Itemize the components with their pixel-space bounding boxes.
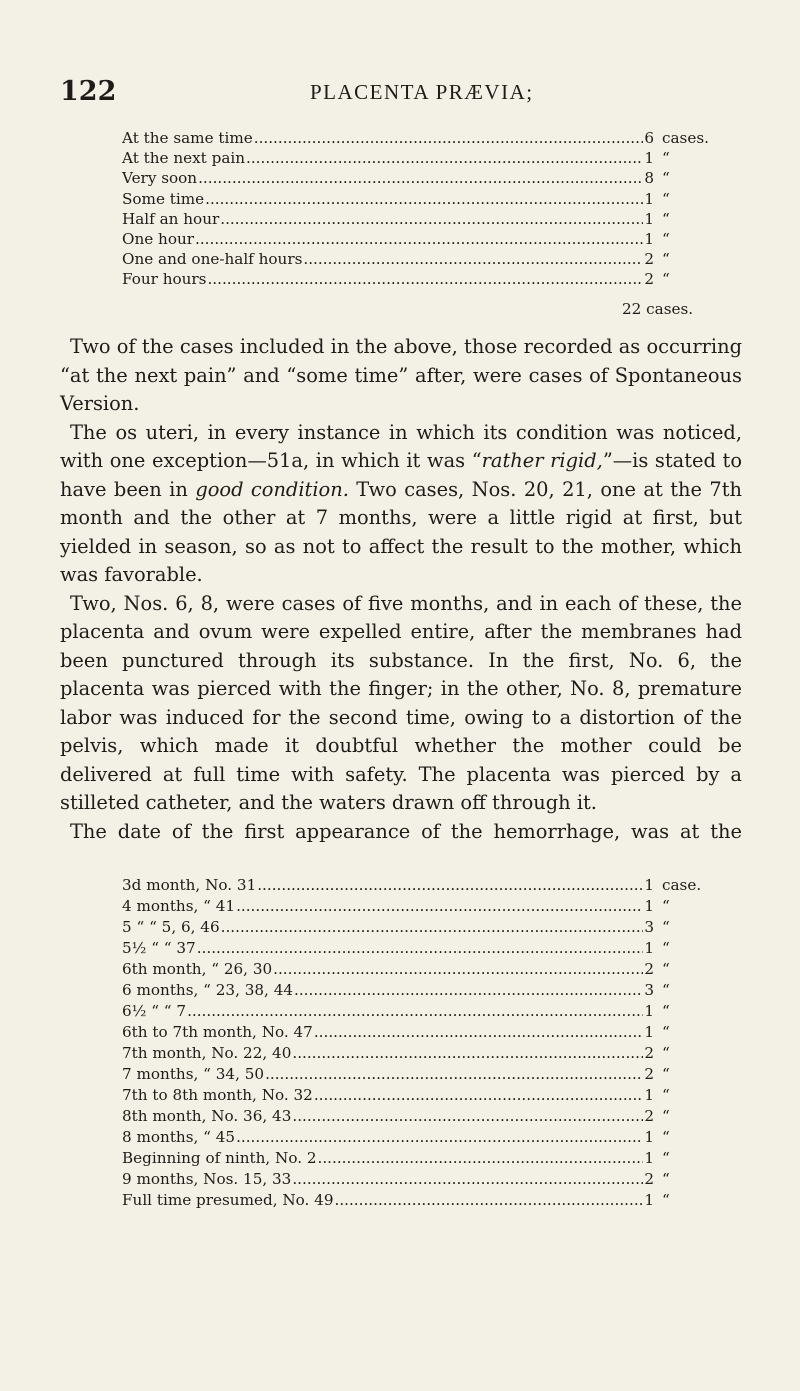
leader-dots [335, 1191, 644, 1209]
row-unit: “ [662, 1107, 670, 1125]
row-unit: “ [662, 189, 670, 208]
leader-dots [257, 876, 643, 894]
table-row [122, 1044, 670, 1065]
row-label: At the same time [122, 129, 253, 147]
row-label: Four hours [122, 270, 207, 289]
body-text [60, 333, 742, 846]
row-value: 1 [644, 1023, 654, 1041]
table-total: 22 cases. [622, 300, 694, 318]
row-value: 3 [644, 981, 654, 999]
row-value: 3 [644, 918, 654, 936]
row-unit: “ [662, 250, 670, 269]
row-value: 8 [644, 169, 654, 188]
paragraph-text: ”—is stated to have been in [60, 449, 743, 501]
table-row [122, 918, 670, 939]
leader-dots [292, 1107, 643, 1125]
table-row [122, 169, 670, 189]
row-unit: “ [662, 229, 670, 248]
table-row [122, 1086, 670, 1107]
row-label: 4 months, “ 41 [122, 897, 236, 915]
row-label: At the next pain [122, 149, 246, 168]
row-label: 6th to 7th month, No. 47 [122, 1023, 313, 1041]
leader-dots [236, 1128, 643, 1146]
row-label: 7th to 8th month, No. 32 [122, 1086, 313, 1104]
row-unit: “ [662, 1149, 670, 1167]
row-value: 6 [644, 129, 654, 147]
leader-dots [205, 190, 643, 208]
table-row [122, 1107, 670, 1128]
row-value: 2 [644, 960, 654, 978]
row-unit: “ [662, 1191, 670, 1209]
leader-dots [220, 210, 643, 228]
leader-dots [314, 1086, 643, 1104]
row-value: 1 [644, 897, 654, 915]
row-value: 2 [644, 1170, 654, 1188]
row-value: 2 [644, 270, 654, 289]
row-unit: “ [662, 1128, 670, 1146]
row-label: 5 “ “ 5, 6, 46 [122, 918, 220, 936]
row-unit: “ [662, 149, 670, 168]
row-unit: “ [662, 1023, 670, 1041]
hemorrhage-date-table [122, 876, 702, 1212]
page-header [60, 76, 740, 116]
leader-dots [221, 918, 644, 936]
leader-dots [198, 169, 643, 187]
row-unit: “ [662, 981, 670, 999]
row-label: 7th month, No. 22, 40 [122, 1044, 292, 1062]
row-value: 1 [644, 1086, 654, 1104]
row-unit: case. [662, 876, 702, 894]
row-value: 1 [644, 1191, 654, 1209]
leader-dots [292, 1044, 643, 1062]
running-head: PLACENTA PRÆVIA; [310, 80, 534, 104]
onset-timing-table [122, 129, 709, 291]
row-value: 1 [644, 1002, 654, 1020]
row-unit: “ [662, 1044, 670, 1062]
leader-dots [294, 981, 643, 999]
paragraph-os-uteri [60, 419, 742, 590]
row-label: 6 months, “ 23, 38, 44 [122, 981, 294, 999]
row-unit: “ [662, 960, 670, 978]
table-row [122, 960, 670, 981]
paragraph-spontaneous-version [60, 333, 742, 419]
row-label: 5½ “ “ 37 [122, 939, 196, 957]
table-row [122, 1065, 670, 1086]
row-unit: “ [662, 939, 670, 957]
row-value: 1 [644, 1128, 654, 1146]
table-row [122, 250, 670, 270]
row-value: 1 [644, 149, 654, 168]
table-row [122, 1023, 670, 1044]
row-unit: “ [662, 1086, 670, 1104]
leader-dots [236, 897, 643, 915]
row-value: 2 [644, 1065, 654, 1083]
row-value: 2 [644, 1044, 654, 1062]
row-unit: “ [662, 270, 670, 289]
emphasis-text: good condition. [195, 477, 349, 501]
leader-dots [195, 230, 643, 248]
leader-dots [207, 270, 643, 288]
row-unit: “ [662, 1065, 670, 1083]
table-row [122, 897, 670, 918]
row-label: Very soon [122, 169, 198, 188]
row-label: 9 months, Nos. 15, 33 [122, 1170, 292, 1188]
row-label: Some time [122, 189, 205, 208]
leader-dots [246, 149, 643, 167]
table-row [122, 209, 670, 230]
paragraph-text: The date of the first appearance of the hemorrhage, was at the [70, 819, 742, 843]
row-unit: “ [662, 918, 670, 936]
row-label: 3d month, No. 31 [122, 876, 257, 894]
row-label: Beginning of ninth, No. 2 [122, 1149, 317, 1167]
row-value: 1 [644, 189, 654, 208]
leader-dots [292, 1170, 643, 1188]
row-label: 6½ “ “ 7 [122, 1002, 187, 1020]
table-row [122, 939, 670, 960]
table-row [122, 149, 670, 169]
leader-dots [197, 939, 644, 957]
row-unit: “ [662, 209, 670, 228]
row-unit: “ [662, 1170, 670, 1188]
row-unit: cases. [662, 129, 709, 147]
row-value: 1 [644, 209, 654, 228]
row-label: Half an hour [122, 209, 220, 228]
page-number: 122 [60, 76, 117, 107]
leader-dots [303, 250, 643, 268]
table-row [122, 1170, 670, 1191]
leader-dots [314, 1023, 643, 1041]
row-unit: “ [662, 897, 670, 915]
paragraph-text: The os uteri, in every instance in which its condition was noticed, with one exception—51a, in which it was “ [60, 420, 742, 472]
table-row [122, 1128, 670, 1149]
row-label: 8th month, No. 36, 43 [122, 1107, 292, 1125]
row-label: One hour [122, 229, 195, 248]
leader-dots [254, 129, 644, 147]
row-unit: “ [662, 169, 670, 188]
row-value: 1 [644, 1149, 654, 1167]
row-label: 7 months, “ 34, 50 [122, 1065, 265, 1083]
row-label: 8 months, “ 45 [122, 1128, 236, 1146]
emphasis-text: rather rigid, [481, 449, 603, 472]
table-row [122, 270, 670, 290]
row-label: 6th month, “ 26, 30 [122, 960, 273, 978]
row-value: 1 [644, 939, 654, 957]
row-value: 2 [644, 1107, 654, 1125]
paragraph-five-months [60, 590, 742, 818]
leader-dots [265, 1065, 643, 1083]
paragraph-text: Two of the cases included in the above, those recorded as occurring “at the next pain” and “some time” after, were cases of Spontaneous Version. [60, 335, 742, 415]
paragraph-text: Two, Nos. 6, 8, were cases of five months, and in each of these, the placenta and ovum were expelled entire, after the membranes had been punctured through its substance. In the first, No. 6, the placenta was pierced with the finger; in the other, No. 8, premature labor was induced for the second time, owing to a distortion of the pelvis, which made it doubtful whether the mother could be delivered at full time with safety. The placenta was pierced by a stilleted catheter, and the waters drawn off through it. [60, 591, 742, 814]
table-row [122, 1002, 670, 1023]
table-row [122, 129, 709, 149]
paragraph-hemorrhage-date [60, 818, 742, 847]
table-row [122, 1149, 670, 1170]
row-unit: “ [662, 1002, 670, 1020]
row-value: 2 [644, 250, 654, 269]
row-value: 1 [644, 229, 654, 248]
leader-dots [318, 1149, 644, 1167]
paragraph-text: Two cases, Nos. 20, 21, one at the 7th month and the other at 7 months, were a little rigid at first, but yielded in season, so as not to affect the result to the mother, which was favorable. [60, 477, 742, 586]
table-row [122, 189, 670, 210]
leader-dots [187, 1002, 643, 1020]
table-row [122, 981, 670, 1002]
row-label: One and one-half hours [122, 250, 303, 269]
leader-dots [273, 960, 643, 978]
row-value: 1 [644, 876, 654, 894]
table-row [122, 876, 702, 897]
table-row [122, 1191, 670, 1212]
row-label: Full time presumed, No. 49 [122, 1191, 334, 1209]
table-row [122, 229, 670, 250]
